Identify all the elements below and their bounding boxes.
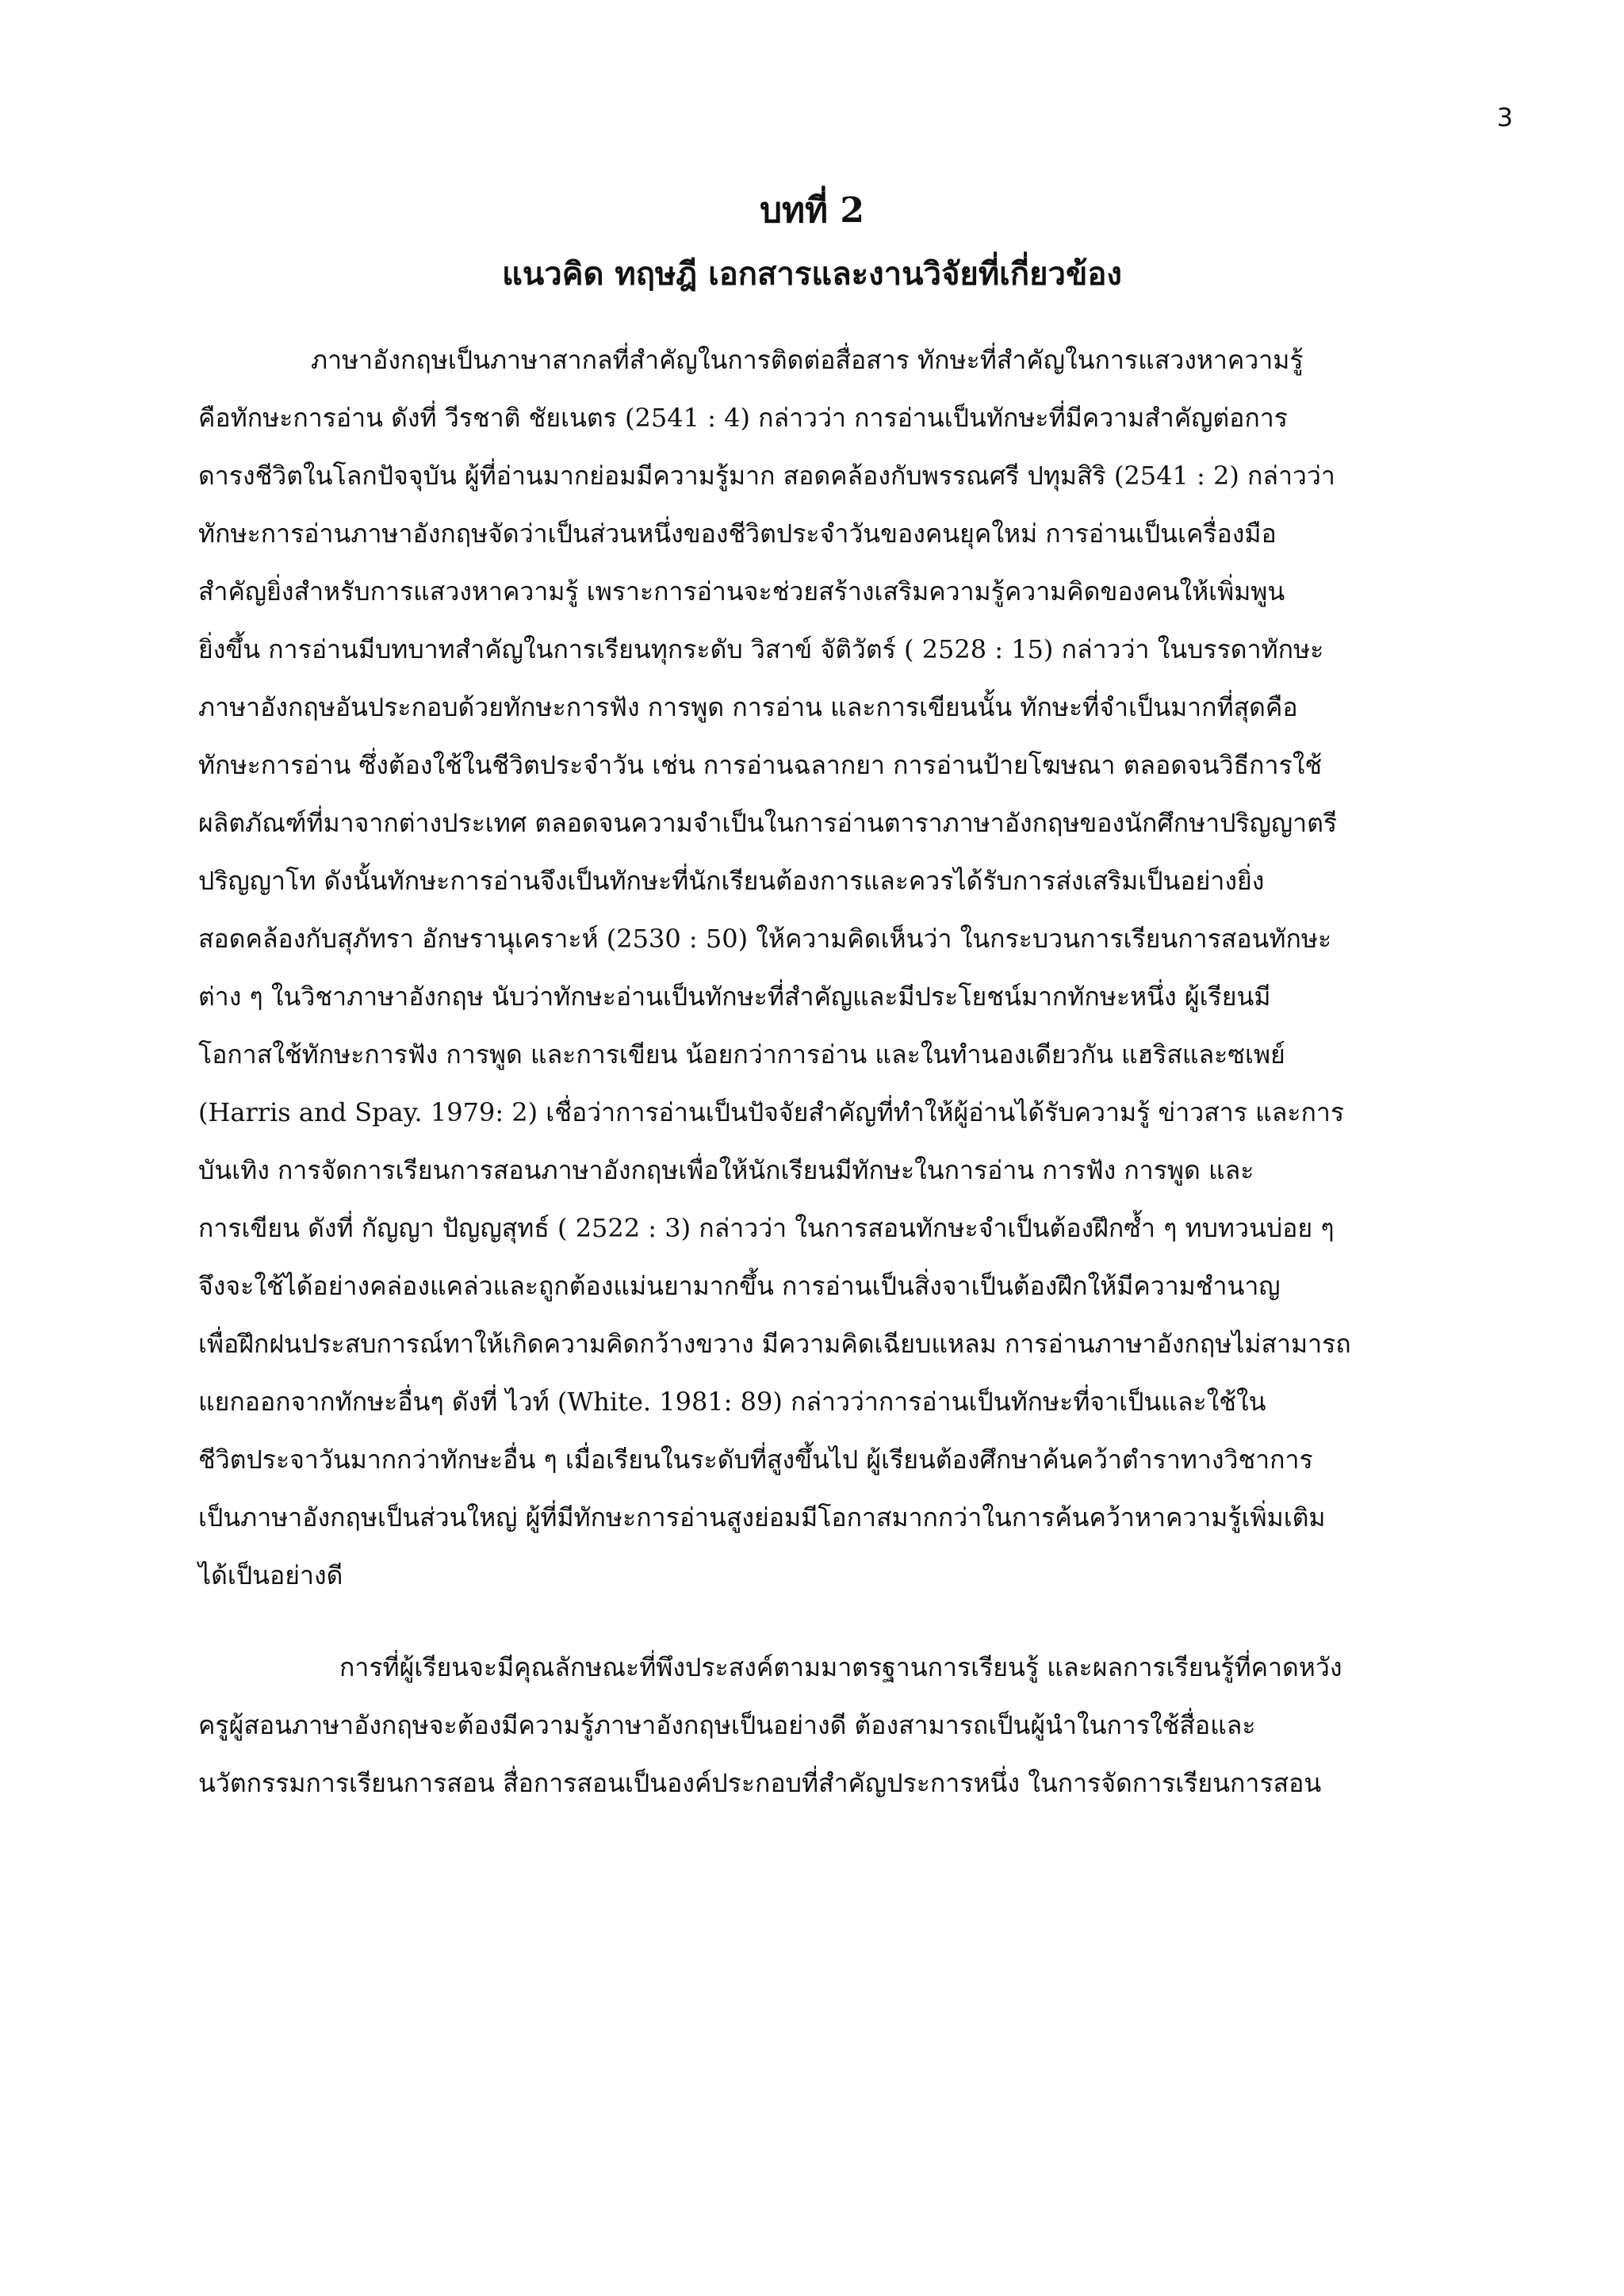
paragraph-line: เพื่อฝึกฝนประสบการณ์ทาให้เกิดความคิดกว้างขวาง มีความคิดเฉียบแหลม การอ่านภาษาอังกฤษไม่สามารถ: [198, 1329, 1351, 1359]
chapter-subtitle: แนวคิด ทฤษฎี เอกสารและงานวิจัยที่เกี่ยวข้อง: [502, 255, 1122, 293]
paragraph-line: ชีวิตประจาวันมากกว่าทักษะอื่น ๆ เมื่อเรียนในระดับที่สูงขึ้นไป ผู้เรียนต้องศึกษาค้นคว้าตำราทางวิชาการ: [198, 1445, 1313, 1475]
paragraph-line: ได้เป็นอย่างดี: [198, 1560, 343, 1590]
paragraph-line: การที่ผู้เรียนจะมีคุณลักษณะที่พึงประสงค์ตามมาตรฐานการเรียนรู้ และผลการเรียนรู้ที่คาดหวัง: [339, 1652, 1342, 1682]
paragraph-line: ภาษาอังกฤษเป็นภาษาสากลที่สำคัญในการติดต่อสื่อสาร ทักษะที่สำคัญในการแสวงหาความรู้: [311, 345, 1304, 375]
page-number: 3: [1496, 102, 1513, 132]
paragraph-line: การเขียน ดังที่ กัญญา ปัญญสุทธ์ ( 2522 : 3) กล่าวว่า ในการสอนทักษะจำเป็นต้องฝึกซ้ำ ๆ ทบทวนบ่อย ๆ: [198, 1213, 1335, 1243]
body-text: [198, 331, 1435, 1812]
paragraph-line: คือทักษะการอ่าน ดังที่ วีรชาติ ชัยเนตร (2541 : 4) กล่าวว่า การอ่านเป็นทักษะที่มีความสำคัญต่อการ: [198, 403, 1288, 433]
paragraph-line: ทักษะการอ่าน ซึ่งต้องใช้ในชีวิตประจำวัน เช่น การอ่านฉลากยา การอ่านป้ายโฆษณา ตลอดจนวิธีการใช้: [198, 750, 1323, 780]
paragraph-line: ดารงชีวิตในโลกปัจจุบัน ผู้ที่อ่านมากย่อมมีความรู้มาก สอดคล้องกับพรรณศรี ปทุมสิริ (2541 : 2) กล่าวว่า: [198, 461, 1335, 491]
paragraph-line: ปริญญาโท ดังนั้นทักษะการอ่านจึงเป็นทักษะที่นักเรียนต้องการและควรได้รับการส่งเสริมเป็นอย่างยิ่ง: [198, 866, 1265, 896]
paragraph-line: ภาษาอังกฤษอันประกอบด้วยทักษะการฟัง การพูด การอ่าน และการเขียนนั้น ทักษะที่จำเป็นมากที่สุดคือ: [198, 692, 1298, 722]
paragraph-line: โอกาสใช้ทักษะการฟัง การพูด และการเขียน น้อยกว่าการอ่าน และในทำนองเดียวกัน แฮริสและซเพย์: [198, 1039, 1285, 1070]
paragraph-line: ยิ่งขึ้น การอ่านมีบทบาทสำคัญในการเรียนทุกระดับ วิสาข์ จัติวัตร์ ( 2528 : 15) กล่าวว่า ในบรรดาทักษะ: [198, 634, 1324, 664]
paragraph-line: ครูผู้สอนภาษาอังกฤษจะต้องมีความรู้ภาษาอังกฤษเป็นอย่างดี ต้องสามารถเป็นผู้นำในการใช้สื่อและ: [198, 1710, 1256, 1740]
paragraph-line: ต่าง ๆ ในวิชาภาษาอังกฤษ นับว่าทักษะอ่านเป็นทักษะที่สำคัญและมีประโยชน์มากทักษะหนึ่ง ผู้เรียนมี: [198, 982, 1271, 1012]
paragraph-line: นวัตกรรมการเรียนการสอน สื่อการสอนเป็นองค์ประกอบที่สำคัญประการหนึ่ง ในการจัดการเรียนการสอน: [198, 1768, 1322, 1798]
paragraph-line: สอดคล้องกับสุภัทรา อักษรานุเคราะห์ (2530 : 50) ให้ความคิดเห็นว่า ในกระบวนการเรียนการสอนทักษะ: [198, 924, 1332, 954]
paragraph-line: สำคัญยิ่งสำหรับการแสวงหาความรู้ เพราะการอ่านจะช่วยสร้างเสริมความรู้ความคิดของคนให้เพิ่มพูน: [198, 576, 1285, 607]
paragraph-line: จึงจะใช้ได้อย่างคล่องแคล่วและถูกต้องแม่นยามากขึ้น การอ่านเป็นสิ่งจาเป็นต้องฝึกให้มีความชำนาญ: [198, 1271, 1281, 1301]
paragraph-line: ผลิตภัณฑ์ที่มาจากต่างประเทศ ตลอดจนความจำเป็นในการอ่านตาราภาษาอังกฤษของนักศึกษาปริญญาตรี: [198, 808, 1338, 838]
paragraph-line: ทักษะการอ่านภาษาอังกฤษจัดว่าเป็นส่วนหนึ่งของชีวิตประจำวันของคนยุคใหม่ การอ่านเป็นเครื่องมือ: [198, 519, 1277, 549]
paragraph-line: บันเทิง การจัดการเรียนการสอนภาษาอังกฤษเพื่อให้นักเรียนมีทักษะในการอ่าน การฟัง การพูด และ: [198, 1155, 1254, 1185]
chapter-title: บทที่ 2: [760, 190, 864, 231]
paragraph-gap: [198, 1605, 1435, 1639]
paragraph-line: แยกออกจากทักษะอื่นๆ ดังที่ ไวท์ (White. 1981: 89) กล่าวว่าการอ่านเป็นทักษะที่จาเป็นและใช้ใน: [198, 1387, 1266, 1417]
paragraph-line: เป็นภาษาอังกฤษเป็นส่วนใหญ่ ผู้ที่มีทักษะการอ่านสูงย่อมมีโอกาสมากกว่าในการค้นคว้าหาความรู้เพิ่มเติม: [198, 1502, 1326, 1533]
paragraph-line: (Harris and Spay. 1979: 2) เชื่อว่าการอ่านเป็นปัจจัยสำคัญที่ทำให้ผู้อ่านได้รับความรู้ ข่าวสาร และการ: [198, 1097, 1345, 1127]
